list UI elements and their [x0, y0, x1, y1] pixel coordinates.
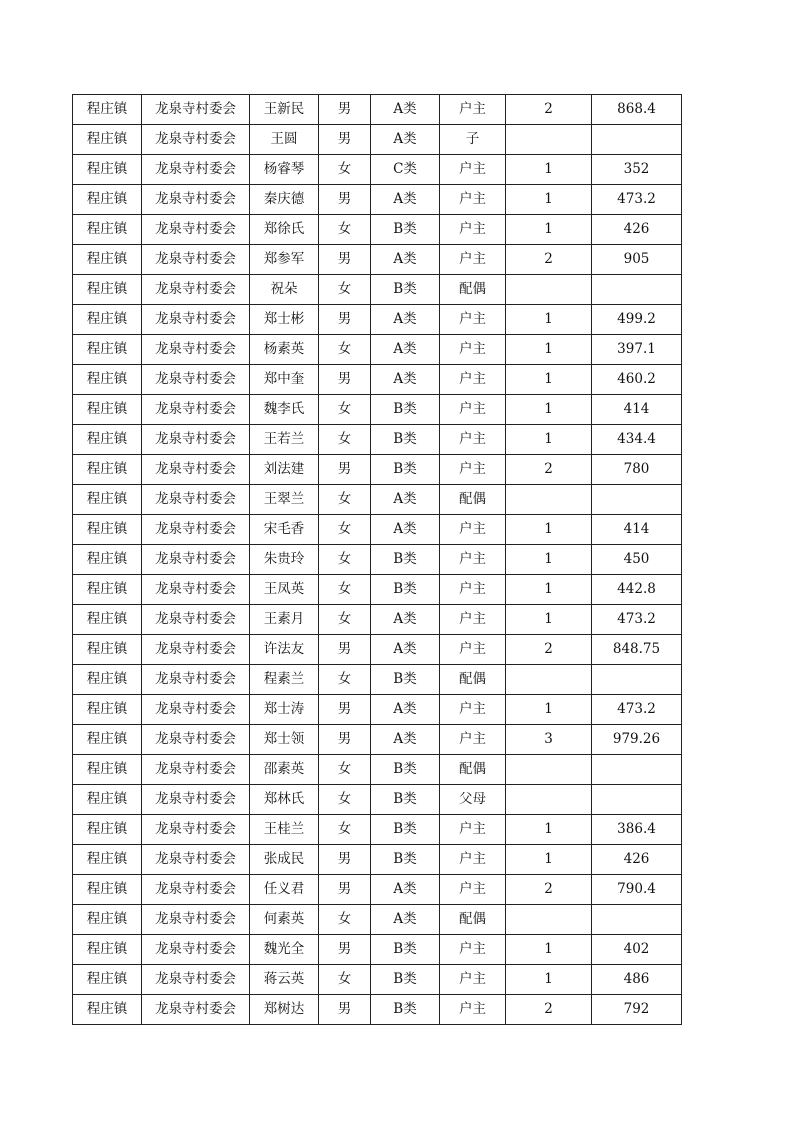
amount-cell: 450: [592, 545, 682, 575]
name-cell: 王新民: [250, 95, 319, 125]
village-cell: 龙泉寺村委会: [142, 515, 250, 545]
gender-cell: 男: [319, 845, 371, 875]
name-cell: 郑树达: [250, 995, 319, 1025]
name-cell: 张成民: [250, 845, 319, 875]
gender-cell: 男: [319, 365, 371, 395]
category-cell: B类: [371, 965, 440, 995]
name-cell: 王若兰: [250, 425, 319, 455]
gender-cell: 女: [319, 275, 371, 305]
relation-cell: 户主: [440, 695, 506, 725]
village-cell: 龙泉寺村委会: [142, 185, 250, 215]
table-row: [73, 515, 682, 545]
table-row: [73, 155, 682, 185]
amount-cell: 499.2: [592, 305, 682, 335]
table-row: [73, 695, 682, 725]
name-cell: 郑士彬: [250, 305, 319, 335]
table-row: [73, 125, 682, 155]
amount-cell: 460.2: [592, 365, 682, 395]
category-cell: A类: [371, 635, 440, 665]
name-cell: 程素兰: [250, 665, 319, 695]
category-cell: A类: [371, 305, 440, 335]
town-cell: 程庄镇: [73, 665, 142, 695]
category-cell: B类: [371, 455, 440, 485]
category-cell: A类: [371, 95, 440, 125]
village-cell: 龙泉寺村委会: [142, 965, 250, 995]
village-cell: 龙泉寺村委会: [142, 815, 250, 845]
name-cell: 邵素英: [250, 755, 319, 785]
gender-cell: 女: [319, 485, 371, 515]
count-cell: 1: [506, 815, 592, 845]
village-cell: 龙泉寺村委会: [142, 485, 250, 515]
gender-cell: 女: [319, 155, 371, 185]
town-cell: 程庄镇: [73, 935, 142, 965]
town-cell: 程庄镇: [73, 365, 142, 395]
amount-cell: 473.2: [592, 185, 682, 215]
village-cell: 龙泉寺村委会: [142, 635, 250, 665]
category-cell: B类: [371, 575, 440, 605]
gender-cell: 女: [319, 425, 371, 455]
relation-cell: 户主: [440, 875, 506, 905]
amount-cell: 397.1: [592, 335, 682, 365]
town-cell: 程庄镇: [73, 545, 142, 575]
count-cell: 1: [506, 215, 592, 245]
table-row: [73, 665, 682, 695]
table-row: [73, 635, 682, 665]
relation-cell: 配偶: [440, 755, 506, 785]
relation-cell: 户主: [440, 725, 506, 755]
amount-cell: 848.75: [592, 635, 682, 665]
amount-cell: 486: [592, 965, 682, 995]
village-cell: 龙泉寺村委会: [142, 905, 250, 935]
category-cell: A类: [371, 335, 440, 365]
count-cell: [506, 755, 592, 785]
gender-cell: 男: [319, 935, 371, 965]
name-cell: 杨睿琴: [250, 155, 319, 185]
name-cell: 郑中奎: [250, 365, 319, 395]
town-cell: 程庄镇: [73, 815, 142, 845]
relation-cell: 户主: [440, 395, 506, 425]
category-cell: A类: [371, 905, 440, 935]
count-cell: 2: [506, 455, 592, 485]
name-cell: 王桂兰: [250, 815, 319, 845]
town-cell: 程庄镇: [73, 245, 142, 275]
town-cell: 程庄镇: [73, 875, 142, 905]
count-cell: 2: [506, 995, 592, 1025]
relation-cell: 户主: [440, 635, 506, 665]
town-cell: 程庄镇: [73, 575, 142, 605]
gender-cell: 男: [319, 95, 371, 125]
town-cell: 程庄镇: [73, 125, 142, 155]
relation-cell: 户主: [440, 335, 506, 365]
table-row: [73, 275, 682, 305]
town-cell: 程庄镇: [73, 515, 142, 545]
name-cell: 杨素英: [250, 335, 319, 365]
count-cell: 1: [506, 185, 592, 215]
town-cell: 程庄镇: [73, 305, 142, 335]
amount-cell: 780: [592, 455, 682, 485]
gender-cell: 男: [319, 185, 371, 215]
gender-cell: 女: [319, 395, 371, 425]
amount-cell: 473.2: [592, 605, 682, 635]
amount-cell: [592, 785, 682, 815]
category-cell: B类: [371, 395, 440, 425]
town-cell: 程庄镇: [73, 455, 142, 485]
town-cell: 程庄镇: [73, 215, 142, 245]
category-cell: A类: [371, 485, 440, 515]
town-cell: 程庄镇: [73, 965, 142, 995]
count-cell: [506, 665, 592, 695]
table-row: [73, 335, 682, 365]
amount-cell: 426: [592, 845, 682, 875]
gender-cell: 女: [319, 785, 371, 815]
village-cell: 龙泉寺村委会: [142, 575, 250, 605]
relation-cell: 户主: [440, 95, 506, 125]
relation-cell: 户主: [440, 845, 506, 875]
name-cell: 许法友: [250, 635, 319, 665]
count-cell: 1: [506, 845, 592, 875]
town-cell: 程庄镇: [73, 635, 142, 665]
relation-cell: 户主: [440, 365, 506, 395]
amount-cell: 402: [592, 935, 682, 965]
name-cell: 魏光全: [250, 935, 319, 965]
amount-cell: 868.4: [592, 95, 682, 125]
relation-cell: 户主: [440, 515, 506, 545]
amount-cell: [592, 125, 682, 155]
relation-cell: 配偶: [440, 905, 506, 935]
amount-cell: 414: [592, 395, 682, 425]
category-cell: A类: [371, 605, 440, 635]
table-row: [73, 245, 682, 275]
village-cell: 龙泉寺村委会: [142, 785, 250, 815]
count-cell: 2: [506, 635, 592, 665]
amount-cell: 442.8: [592, 575, 682, 605]
town-cell: 程庄镇: [73, 905, 142, 935]
gender-cell: 男: [319, 995, 371, 1025]
table-row: [73, 965, 682, 995]
amount-cell: 979.26: [592, 725, 682, 755]
town-cell: 程庄镇: [73, 785, 142, 815]
gender-cell: 男: [319, 875, 371, 905]
table-row: [73, 995, 682, 1025]
relation-cell: 户主: [440, 215, 506, 245]
town-cell: 程庄镇: [73, 725, 142, 755]
name-cell: 刘法建: [250, 455, 319, 485]
gender-cell: 女: [319, 215, 371, 245]
count-cell: 1: [506, 545, 592, 575]
amount-cell: [592, 485, 682, 515]
gender-cell: 男: [319, 695, 371, 725]
table-row: [73, 755, 682, 785]
table-row: [73, 545, 682, 575]
gender-cell: 男: [319, 455, 371, 485]
town-cell: 程庄镇: [73, 995, 142, 1025]
town-cell: 程庄镇: [73, 95, 142, 125]
relation-cell: 户主: [440, 245, 506, 275]
amount-cell: 792: [592, 995, 682, 1025]
category-cell: B类: [371, 665, 440, 695]
table-row: [73, 815, 682, 845]
name-cell: 郑徐氏: [250, 215, 319, 245]
relation-cell: 户主: [440, 935, 506, 965]
gender-cell: 女: [319, 575, 371, 605]
relation-cell: 户主: [440, 995, 506, 1025]
amount-cell: 434.4: [592, 425, 682, 455]
table-row: [73, 215, 682, 245]
amount-cell: 426: [592, 215, 682, 245]
town-cell: 程庄镇: [73, 185, 142, 215]
table-row: [73, 605, 682, 635]
name-cell: 郑士涛: [250, 695, 319, 725]
name-cell: 郑参军: [250, 245, 319, 275]
relation-cell: 户主: [440, 575, 506, 605]
town-cell: 程庄镇: [73, 755, 142, 785]
amount-cell: 473.2: [592, 695, 682, 725]
table-row: [73, 875, 682, 905]
gender-cell: 男: [319, 305, 371, 335]
category-cell: A类: [371, 245, 440, 275]
name-cell: 任义君: [250, 875, 319, 905]
town-cell: 程庄镇: [73, 845, 142, 875]
amount-cell: [592, 905, 682, 935]
table-body: [73, 95, 682, 1025]
count-cell: 2: [506, 875, 592, 905]
name-cell: 祝朵: [250, 275, 319, 305]
name-cell: 王翠兰: [250, 485, 319, 515]
name-cell: 何素英: [250, 905, 319, 935]
amount-cell: 414: [592, 515, 682, 545]
relation-cell: 户主: [440, 425, 506, 455]
category-cell: A类: [371, 185, 440, 215]
count-cell: 2: [506, 245, 592, 275]
category-cell: C类: [371, 155, 440, 185]
table-row: [73, 935, 682, 965]
category-cell: B类: [371, 815, 440, 845]
gender-cell: 女: [319, 545, 371, 575]
village-cell: 龙泉寺村委会: [142, 155, 250, 185]
village-cell: 龙泉寺村委会: [142, 395, 250, 425]
category-cell: A类: [371, 725, 440, 755]
town-cell: 程庄镇: [73, 395, 142, 425]
name-cell: 魏李氏: [250, 395, 319, 425]
town-cell: 程庄镇: [73, 425, 142, 455]
table-row: [73, 185, 682, 215]
category-cell: B类: [371, 425, 440, 455]
gender-cell: 女: [319, 605, 371, 635]
count-cell: 1: [506, 395, 592, 425]
gender-cell: 女: [319, 335, 371, 365]
table-row: [73, 455, 682, 485]
relation-cell: 配偶: [440, 665, 506, 695]
count-cell: 1: [506, 335, 592, 365]
count-cell: [506, 785, 592, 815]
gender-cell: 女: [319, 905, 371, 935]
roster-table: [72, 94, 682, 1025]
category-cell: B类: [371, 785, 440, 815]
town-cell: 程庄镇: [73, 695, 142, 725]
village-cell: 龙泉寺村委会: [142, 725, 250, 755]
count-cell: 1: [506, 935, 592, 965]
name-cell: 蒋云英: [250, 965, 319, 995]
town-cell: 程庄镇: [73, 605, 142, 635]
relation-cell: 户主: [440, 605, 506, 635]
relation-cell: 子: [440, 125, 506, 155]
village-cell: 龙泉寺村委会: [142, 545, 250, 575]
village-cell: 龙泉寺村委会: [142, 995, 250, 1025]
table-row: [73, 305, 682, 335]
count-cell: 1: [506, 575, 592, 605]
name-cell: 朱贵玲: [250, 545, 319, 575]
category-cell: B类: [371, 545, 440, 575]
gender-cell: 女: [319, 665, 371, 695]
relation-cell: 配偶: [440, 275, 506, 305]
count-cell: [506, 485, 592, 515]
village-cell: 龙泉寺村委会: [142, 845, 250, 875]
amount-cell: 905: [592, 245, 682, 275]
count-cell: 1: [506, 515, 592, 545]
village-cell: 龙泉寺村委会: [142, 275, 250, 305]
amount-cell: 386.4: [592, 815, 682, 845]
gender-cell: 男: [319, 245, 371, 275]
gender-cell: 女: [319, 965, 371, 995]
category-cell: A类: [371, 875, 440, 905]
table-row: [73, 725, 682, 755]
name-cell: 王素月: [250, 605, 319, 635]
relation-cell: 户主: [440, 155, 506, 185]
name-cell: 郑林氏: [250, 785, 319, 815]
gender-cell: 女: [319, 815, 371, 845]
village-cell: 龙泉寺村委会: [142, 125, 250, 155]
gender-cell: 女: [319, 515, 371, 545]
town-cell: 程庄镇: [73, 485, 142, 515]
amount-cell: [592, 275, 682, 305]
table-row: [73, 905, 682, 935]
amount-cell: [592, 665, 682, 695]
category-cell: B类: [371, 755, 440, 785]
relation-cell: 户主: [440, 545, 506, 575]
name-cell: 郑士领: [250, 725, 319, 755]
count-cell: [506, 125, 592, 155]
village-cell: 龙泉寺村委会: [142, 695, 250, 725]
name-cell: 王圆: [250, 125, 319, 155]
amount-cell: [592, 755, 682, 785]
relation-cell: 户主: [440, 305, 506, 335]
relation-cell: 父母: [440, 785, 506, 815]
village-cell: 龙泉寺村委会: [142, 95, 250, 125]
count-cell: [506, 905, 592, 935]
village-cell: 龙泉寺村委会: [142, 605, 250, 635]
count-cell: 1: [506, 695, 592, 725]
category-cell: B类: [371, 935, 440, 965]
town-cell: 程庄镇: [73, 275, 142, 305]
relation-cell: 户主: [440, 965, 506, 995]
category-cell: B类: [371, 215, 440, 245]
category-cell: A类: [371, 695, 440, 725]
village-cell: 龙泉寺村委会: [142, 665, 250, 695]
village-cell: 龙泉寺村委会: [142, 305, 250, 335]
table-row: [73, 365, 682, 395]
count-cell: 1: [506, 425, 592, 455]
relation-cell: 户主: [440, 455, 506, 485]
table-row: [73, 785, 682, 815]
town-cell: 程庄镇: [73, 155, 142, 185]
category-cell: B类: [371, 275, 440, 305]
amount-cell: 352: [592, 155, 682, 185]
village-cell: 龙泉寺村委会: [142, 755, 250, 785]
village-cell: 龙泉寺村委会: [142, 875, 250, 905]
count-cell: 3: [506, 725, 592, 755]
count-cell: 1: [506, 965, 592, 995]
category-cell: A类: [371, 125, 440, 155]
count-cell: 1: [506, 155, 592, 185]
village-cell: 龙泉寺村委会: [142, 335, 250, 365]
relation-cell: 户主: [440, 185, 506, 215]
table-row: [73, 425, 682, 455]
category-cell: B类: [371, 845, 440, 875]
relation-cell: 户主: [440, 815, 506, 845]
count-cell: 1: [506, 305, 592, 335]
count-cell: 2: [506, 95, 592, 125]
table-row: [73, 485, 682, 515]
gender-cell: 女: [319, 755, 371, 785]
gender-cell: 男: [319, 125, 371, 155]
gender-cell: 男: [319, 635, 371, 665]
relation-cell: 配偶: [440, 485, 506, 515]
count-cell: 1: [506, 365, 592, 395]
count-cell: 1: [506, 605, 592, 635]
name-cell: 宋毛香: [250, 515, 319, 545]
village-cell: 龙泉寺村委会: [142, 215, 250, 245]
count-cell: [506, 275, 592, 305]
village-cell: 龙泉寺村委会: [142, 425, 250, 455]
name-cell: 秦庆德: [250, 185, 319, 215]
table-row: [73, 575, 682, 605]
village-cell: 龙泉寺村委会: [142, 365, 250, 395]
category-cell: A类: [371, 365, 440, 395]
category-cell: A类: [371, 515, 440, 545]
village-cell: 龙泉寺村委会: [142, 455, 250, 485]
gender-cell: 男: [319, 725, 371, 755]
town-cell: 程庄镇: [73, 335, 142, 365]
name-cell: 王凤英: [250, 575, 319, 605]
village-cell: 龙泉寺村委会: [142, 245, 250, 275]
village-cell: 龙泉寺村委会: [142, 935, 250, 965]
table-row: [73, 395, 682, 425]
category-cell: B类: [371, 995, 440, 1025]
table-row: [73, 95, 682, 125]
table-row: [73, 845, 682, 875]
amount-cell: 790.4: [592, 875, 682, 905]
